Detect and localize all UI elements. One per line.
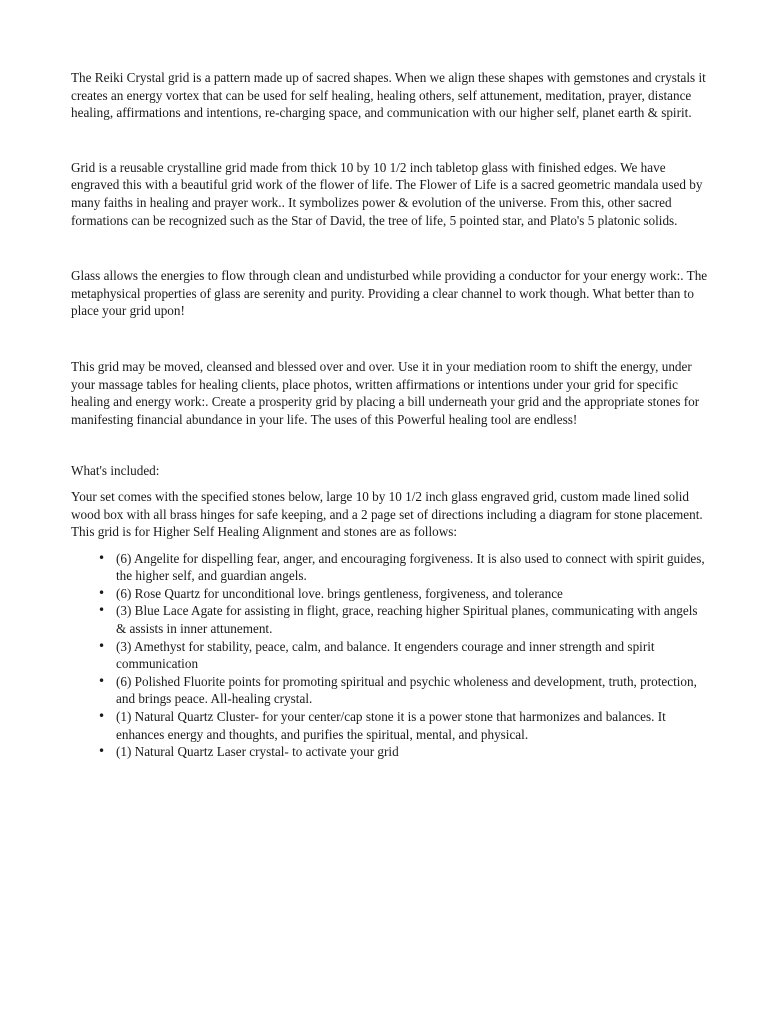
bullet-icon: • <box>98 585 106 600</box>
glass-properties-paragraph: Glass allows the energies to flow through clean and undisturbed while providing a conductor for your energy work:. The metaphysical properties of glass are serenity and purity. Providing a clear channel to work though. What better than to place your grid upon! <box>71 268 708 319</box>
list-item <box>71 550 708 585</box>
list-item <box>71 638 708 673</box>
list-item <box>71 585 708 603</box>
whats-included-heading: What's included: <box>71 463 160 479</box>
stone-item-text: (3) Blue Lace Agate for assisting in flight, grace, reaching higher Spiritual planes, communicating with angels & assists in inner attunement. <box>116 603 698 637</box>
bullet-icon: • <box>98 673 106 688</box>
stone-item-text: (6) Polished Fluorite points for promoting spiritual and psychic wholeness and development, truth, protection, and brings peace. All-healing crystal. <box>116 673 697 707</box>
included-intro-paragraph: Your set comes with the specified stones below, large 10 by 10 1/2 inch glass engraved grid, custom made lined solid wood box with all brass hinges for safe keeping, and a 2 page set of directions including a diagram for stone placement. This grid is for Higher Self Healing Alignment and stones are as follows: <box>71 488 703 540</box>
list-item <box>71 708 708 743</box>
list-item <box>71 743 708 761</box>
bullet-icon: • <box>98 550 106 565</box>
list-item <box>71 602 708 637</box>
grid-description-paragraph: Grid is a reusable crystalline grid made from thick 10 by 10 1/2 inch tabletop glass with finished edges. We have engraved this with a beautiful grid work of the flower of life. The Flower of Life is a sacred geometric mandala used by many faiths in healing and prayer work.. It symbolizes power & evolution of the universe. From this, other sacred formations can be recognized such as the Star of David, the tree of life, 5 pointed star, and Plato's 5 platonic solids. <box>71 159 703 228</box>
bullet-icon: • <box>98 709 106 724</box>
grid-uses-paragraph: This grid may be moved, cleansed and blessed over and over. Use it in your mediation room to shift the energy, under your massage tables for healing clients, place photos, written affirmations or intentions under your grid for specific healing and energy work:. Create a prosperity grid by placing a bill underneath your grid and the appropriate stones for manifesting financial abundance in your life. The uses of this Powerful healing tool are endless! <box>71 358 700 427</box>
stone-item-text: (1) Natural Quartz Cluster- for your center/cap stone it is a power stone that harmonizes and balances. It enhances energy and thoughts, and purifies the spiritual, mental, and physical. <box>116 709 666 742</box>
bullet-icon: • <box>98 603 106 618</box>
bullet-icon: • <box>98 638 106 653</box>
bullet-icon: • <box>98 744 106 759</box>
stone-list <box>71 550 708 761</box>
stone-item-text: (6) Rose Quartz for unconditional love. brings gentleness, forgiveness, and tolerance <box>116 585 563 601</box>
intro-paragraph: The Reiki Crystal grid is a pattern made up of sacred shapes. When we align these shapes with gemstones and crystals it creates an energy vortex that can be used for self healing, healing others, self attunement, meditation, prayer, distance healing, affirmations and intentions, re-charging space, and communication with our higher self, planet earth & spirit. <box>71 70 706 121</box>
list-item <box>71 673 708 708</box>
stone-item-text: (1) Natural Quartz Laser crystal- to activate your grid <box>116 744 399 760</box>
stone-item-text: (6) Angelite for dispelling fear, anger, and encouraging forgiveness. It is also used to connect with spirit guides, the higher self, and guardian angels. <box>116 550 705 584</box>
stone-item-text: (3) Amethyst for stability, peace, calm, and balance. It engenders courage and inner strength and spirit communication <box>116 638 655 672</box>
